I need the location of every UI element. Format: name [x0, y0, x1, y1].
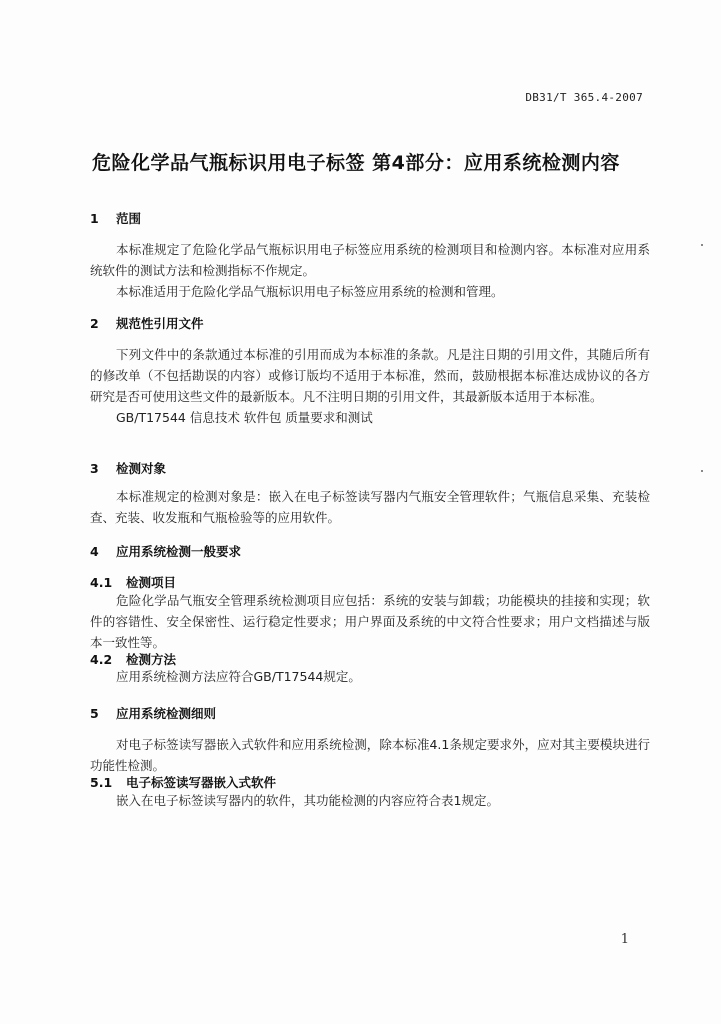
section-3-heading — [90, 459, 166, 477]
section-2-title: 规范性引用文件 — [116, 316, 204, 331]
subsection-5-1-body — [90, 790, 650, 811]
section-3-number: 3 — [90, 461, 99, 476]
section-3-title: 检测对象 — [116, 461, 167, 476]
section-5-number: 5 — [90, 706, 99, 721]
subsection-4-2-title: 检测方法 — [126, 652, 177, 667]
section-1-paragraph-1: 本标准规定了危险化学品气瓶标识用电子标签应用系统的检测项目和检测内容。本标准对应用系统软件的测试方法和检测指标不作规定。 — [90, 242, 650, 278]
page-number: 1 — [620, 932, 629, 947]
section-2-body — [90, 344, 650, 428]
section-4-heading — [90, 542, 241, 560]
subsection-4-1-number: 4.1 — [90, 575, 113, 590]
scan-speck — [701, 470, 703, 472]
document-title: 危险化学品气瓶标识用电子标签 第4部分：应用系统检测内容 — [92, 152, 620, 174]
subsection-5-1-title: 电子标签读写器嵌入式软件 — [126, 775, 277, 790]
section-2-paragraph-1: 下列文件中的条款通过本标准的引用而成为本标准的条款。凡是注日期的引用文件，其随后所有的修改单（不包括勘误的内容）或修订版均不适用于本标准，然而，鼓励根据本标准达成协议的各方研究是否可使用这些文件的最新版本。凡不注明日期的引用文件，其最新版本适用于本标准。 — [90, 347, 650, 404]
section-1-heading — [90, 209, 141, 227]
document-number: DB31/T 365.4-2007 — [525, 91, 643, 104]
section-1-number: 1 — [90, 211, 99, 226]
subsection-4-2-number: 4.2 — [90, 652, 113, 667]
section-3-paragraph-1: 本标准规定的检测对象是：嵌入在电子标签读写器内气瓶安全管理软件；气瓶信息采集、充装检查、充装、收发瓶和气瓶检验等的应用软件。 — [90, 489, 650, 525]
scan-speck — [701, 244, 703, 246]
section-2-number: 2 — [90, 316, 99, 331]
subsection-5-1-paragraph: 嵌入在电子标签读写器内的软件，其功能检测的内容应符合表1规定。 — [116, 793, 499, 808]
section-1-paragraph-2: 本标准适用于危险化学品气瓶标识用电子标签应用系统的检测和管理。 — [116, 284, 504, 299]
section-5-body — [90, 734, 650, 776]
section-4-number: 4 — [90, 544, 99, 559]
subsection-4-2-paragraph: 应用系统检测方法应符合GB/T17544规定。 — [116, 669, 361, 684]
section-5-heading — [90, 704, 216, 722]
normative-reference: GB/T17544 信息技术 软件包 质量要求和测试 — [116, 410, 373, 425]
section-5-title: 应用系统检测细则 — [116, 706, 217, 721]
subsection-4-1-title: 检测项目 — [126, 575, 177, 590]
section-1-title: 范围 — [116, 211, 142, 226]
section-4-title: 应用系统检测一般要求 — [116, 544, 242, 559]
subsection-4-1-paragraph: 危险化学品气瓶安全管理系统检测项目应包括：系统的安装与卸载；功能模块的挂接和实现；软件的容错性、安全保密性、运行稳定性要求；用户界面及系统的中文符合性要求；用户文档描述与版本一致性等。 — [90, 593, 650, 650]
section-5-paragraph-1: 对电子标签读写器嵌入式软件和应用系统检测，除本标准4.1条规定要求外，应对其主要模块进行功能性检测。 — [90, 737, 650, 773]
subsection-5-1-number: 5.1 — [90, 775, 113, 790]
section-3-body — [90, 486, 650, 528]
subsection-4-2-body — [90, 666, 650, 687]
subsection-4-1-body — [90, 590, 650, 653]
subsection-5-1-heading — [90, 773, 276, 791]
section-1-body — [90, 239, 650, 302]
section-2-heading — [90, 314, 204, 332]
subsection-4-1-heading — [90, 573, 176, 591]
